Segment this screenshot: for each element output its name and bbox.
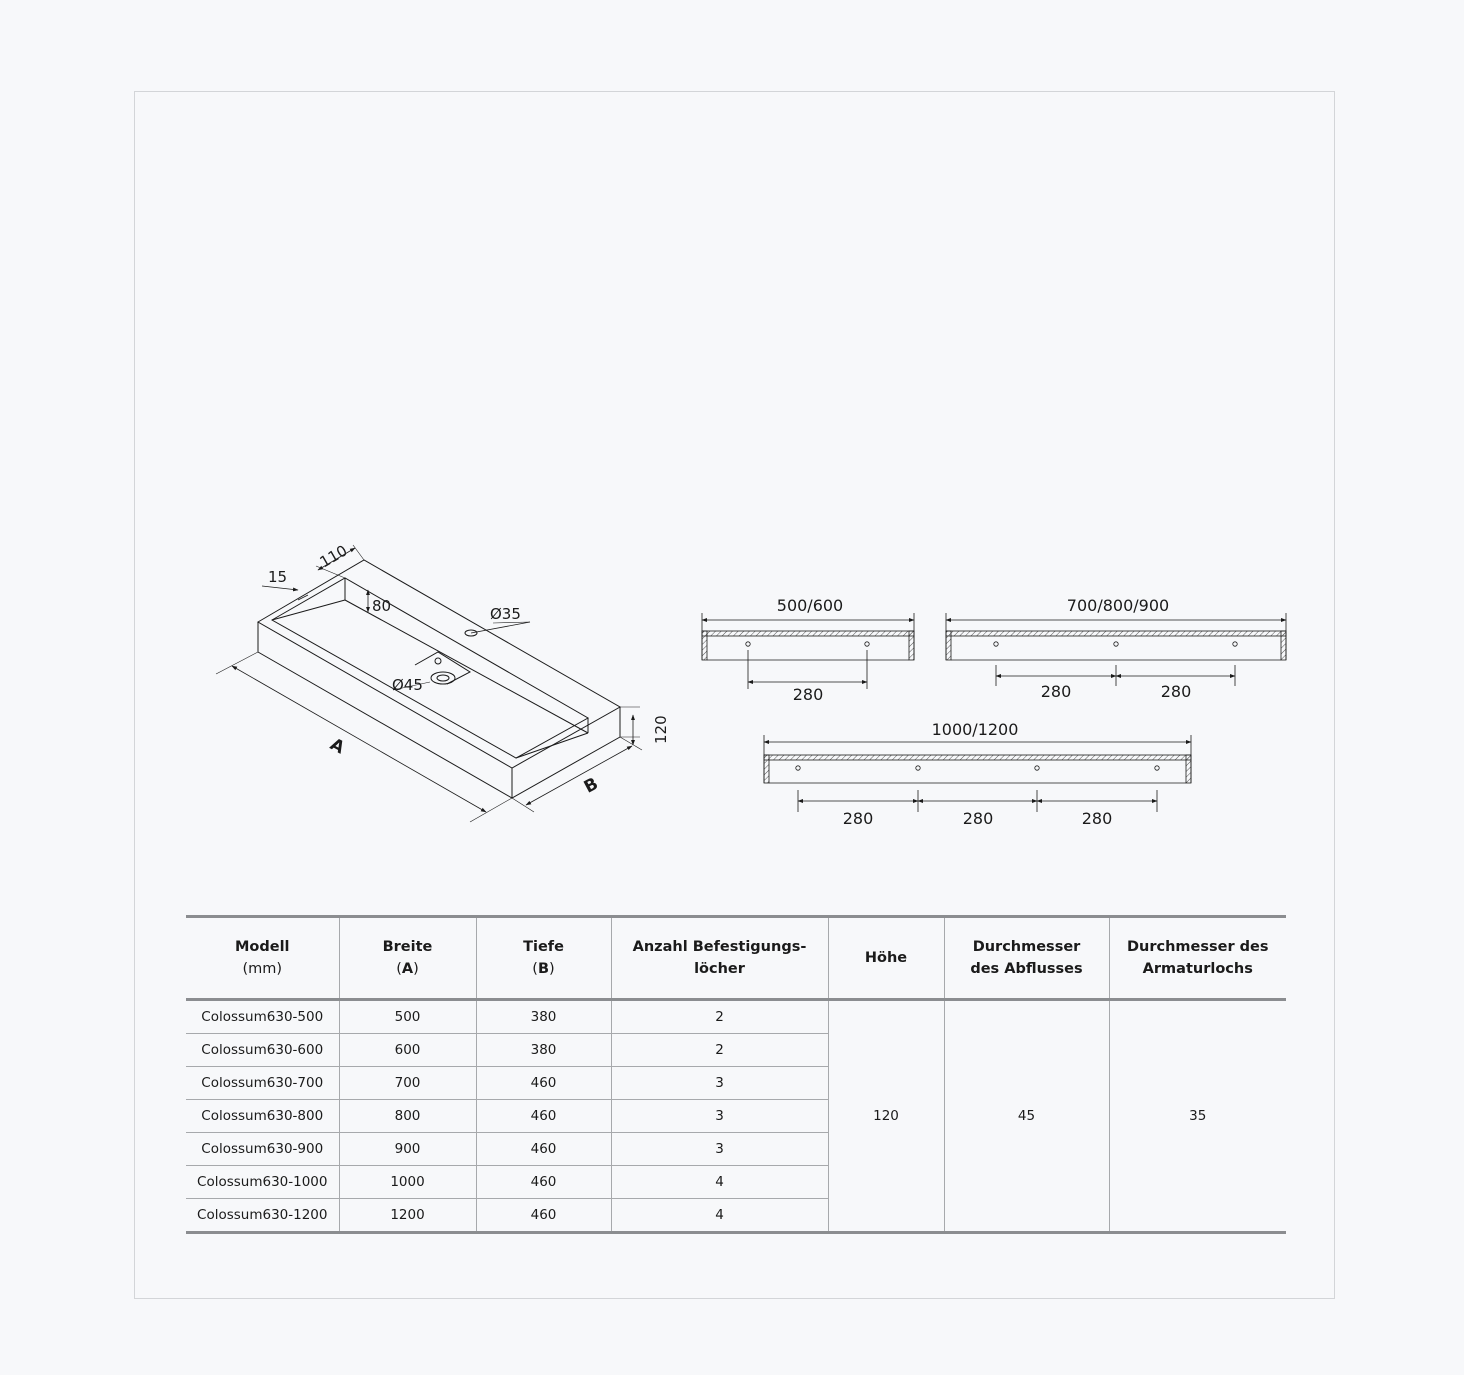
header-height: Höhe [828,917,944,1000]
cell-depth: 460 [476,1166,611,1199]
cell-holes: 3 [611,1067,828,1100]
cell-height-shared: 120 [828,1000,944,1233]
header-depth: Tiefe (B) [476,917,611,1000]
header-mounting-holes: Anzahl Befestigungs- löcher [611,917,828,1000]
hole-spacing-label: 280 [962,809,994,828]
hole-spacing-label: 280 [1081,809,1113,828]
hole-spacing-label: 280 [792,685,824,704]
mount-hole [994,642,998,646]
header-model: Modell (mm) [186,917,339,1000]
cell-model: Colossum630-500 [186,1000,339,1034]
cell-drain-diameter-shared: 45 [944,1000,1109,1233]
cell-model: Colossum630-700 [186,1067,339,1100]
table-header-row [186,917,1286,1000]
bracket-section-1000-1200 [764,735,1191,812]
cell-model: Colossum630-900 [186,1133,339,1166]
header-width: Breite (A) [339,917,476,1000]
dim-a-label: A [326,734,348,759]
cell-depth: 380 [476,1000,611,1034]
cell-holes: 2 [611,1034,828,1067]
cell-width: 600 [339,1034,476,1067]
table-row [186,1000,1286,1034]
cell-holes: 4 [611,1199,828,1233]
dim-height-label: 120 [652,715,670,744]
cell-width: 1200 [339,1199,476,1233]
mount-hole [1155,766,1159,770]
cell-model: Colossum630-1200 [197,1207,328,1223]
dim-drain-diameter-label: Ø45 [392,676,423,694]
dim-110-label: 110 [316,541,351,572]
cell-holes: 3 [611,1133,828,1166]
cell-depth: 460 [476,1067,611,1100]
cell-depth: 460 [476,1133,611,1166]
cell-width: 1000 [339,1166,476,1199]
section-width-label: 700/800/900 [1066,596,1170,615]
cell-holes: 2 [611,1000,828,1034]
mount-hole [746,642,750,646]
cell-width: 500 [339,1000,476,1034]
cell-width: 900 [339,1133,476,1166]
cell-width: 800 [339,1100,476,1133]
header-drain-diameter: Durchmesser des Abflusses [944,917,1109,1000]
cell-depth: 460 [476,1199,611,1233]
section-width-label: 1000/1200 [931,720,1019,739]
bracket-section-500-600 [702,613,914,689]
dim-b-label: B [580,773,602,798]
spec-table [186,915,1286,1234]
isometric-basin-view [216,545,642,822]
mount-hole [1114,642,1118,646]
mount-hole [865,642,869,646]
mount-hole [1035,766,1039,770]
cell-holes: 4 [611,1166,828,1199]
cell-depth: 380 [476,1034,611,1067]
hole-spacing-label: 280 [1160,682,1192,701]
mount-hole [1233,642,1237,646]
cell-faucet-hole-shared: 35 [1109,1000,1286,1233]
cell-model: Colossum630-800 [186,1100,339,1133]
dim-15-label: 15 [268,568,288,586]
hole-spacing-label: 280 [1040,682,1072,701]
cell-holes: 3 [611,1100,828,1133]
cell-width: 700 [339,1067,476,1100]
cell-model: Colossum630-1000 [186,1166,339,1199]
mount-hole [796,766,800,770]
dim-80-label: 80 [372,597,392,615]
cell-model: Colossum630-600 [186,1034,339,1067]
mount-hole [916,766,920,770]
hole-spacing-label: 280 [842,809,874,828]
section-width-label: 500/600 [776,596,844,615]
cell-depth: 460 [476,1100,611,1133]
dim-faucet-diameter-label: Ø35 [490,605,521,623]
header-faucet-hole-diameter: Durchmesser des Armaturlochs [1109,917,1286,1000]
bracket-section-700-900 [946,613,1286,686]
